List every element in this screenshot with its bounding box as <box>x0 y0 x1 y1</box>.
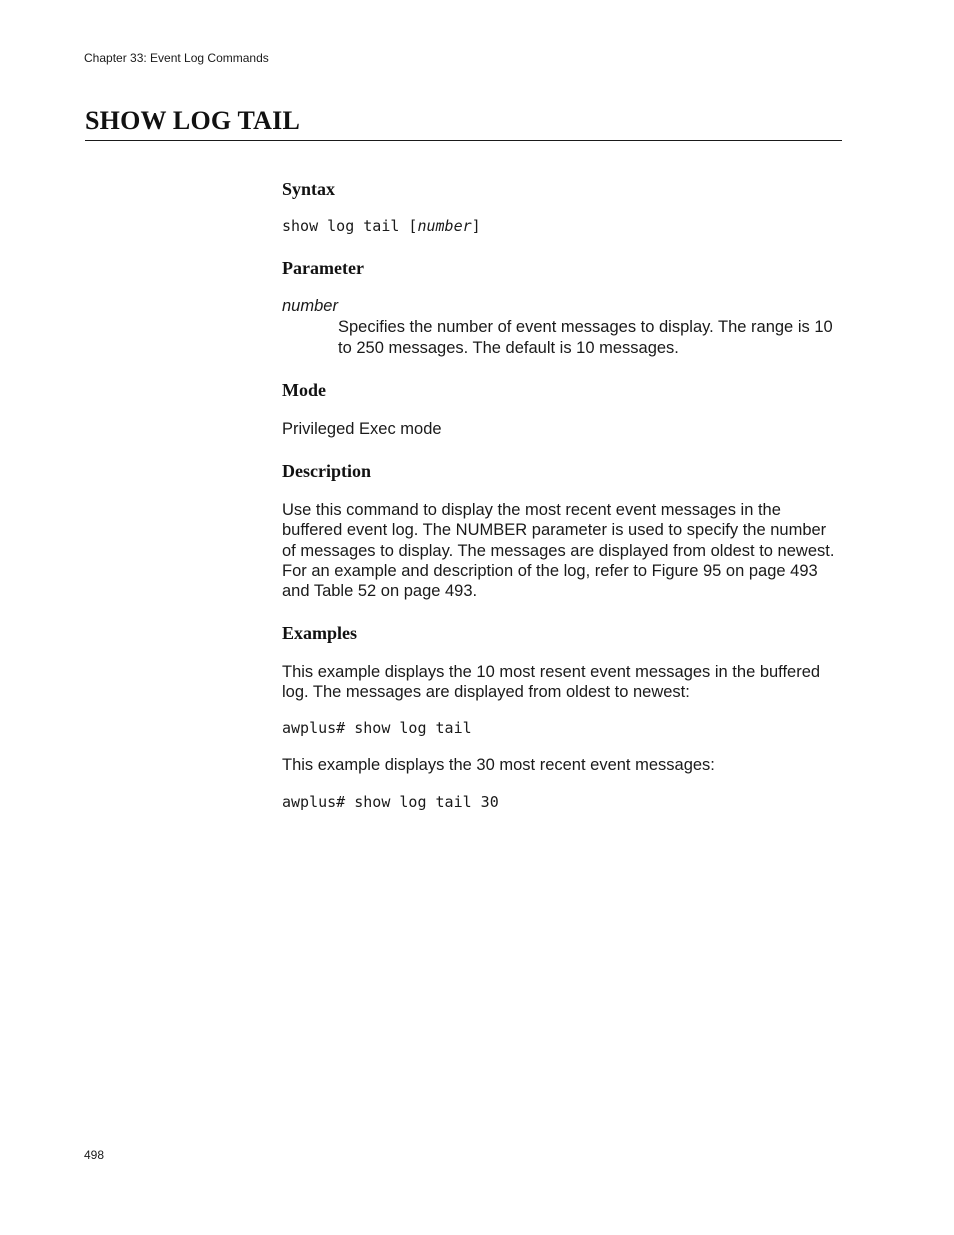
description-heading: Description <box>282 461 371 481</box>
title-rule <box>85 140 842 141</box>
example-1-code: awplus# show log tail <box>282 719 472 737</box>
parameter-name: number <box>282 297 338 315</box>
running-header: Chapter 33: Event Log Commands <box>84 51 269 65</box>
syntax-code <box>282 217 481 235</box>
mode-text: Privileged Exec mode <box>282 420 442 438</box>
page-number: 498 <box>84 1148 105 1162</box>
parameter-description: Specifies the number of event messages to display. The range is 10 to 250 messages. The default is 10 messages. <box>338 318 833 357</box>
syntax-code-suffix: ] <box>471 217 481 235</box>
example-2-code: awplus# show log tail 30 <box>282 793 499 811</box>
syntax-heading: Syntax <box>282 179 336 199</box>
syntax-code-arg: number <box>417 217 472 235</box>
parameter-heading: Parameter <box>282 258 364 278</box>
mode-heading: Mode <box>282 380 326 400</box>
example-1-text: This example displays the 10 most resent event messages in the buffered log. The messages are displayed from oldest to newest: <box>282 663 821 702</box>
page-title: SHOW LOG TAIL <box>85 106 301 135</box>
examples-heading: Examples <box>282 623 358 643</box>
description-text: Use this command to display the most recent event messages in the buffered event log. The NUMBER parameter is used to specify the number of messages to display. The messages are displayed from oldest to newest. For an example and description of the log, refer to Figure 95 on page 493 and Table 52 on page 493. <box>282 501 835 601</box>
example-2-text: This example displays the 30 most recent event messages: <box>282 756 715 774</box>
syntax-code-prefix: show log tail [ <box>282 217 418 235</box>
